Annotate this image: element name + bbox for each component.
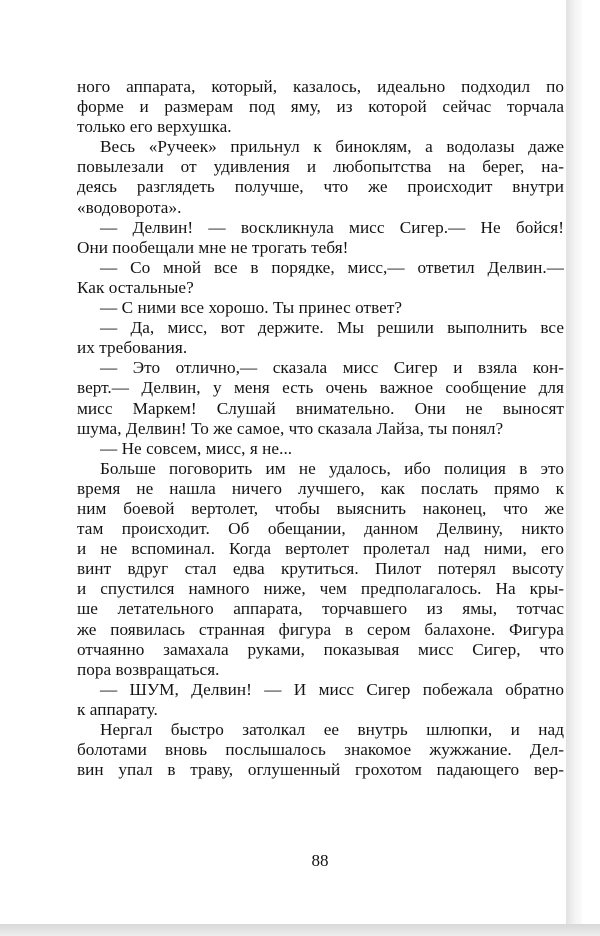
text-line: — Не совсем, мисс, я не... xyxy=(100,438,293,458)
text-line: и не вспоминал. Когда вертолет пролетал над ними, его xyxy=(77,539,564,559)
text-line: ним боевой вертолет, чтобы выяснить наконец, что же xyxy=(77,498,564,518)
paragraph xyxy=(77,137,564,217)
page-number: 88 xyxy=(311,851,329,870)
text-line: же появилась странная фигура в сером балахоне. Фигура xyxy=(77,619,564,639)
text-line: винт вдруг стал едва крутиться. Пилот потерял высоту xyxy=(77,559,564,579)
page-body-text xyxy=(77,77,564,780)
text-line: шума, Делвин! То же самое, что сказала Лайза, ты понял? xyxy=(77,418,504,438)
text-line: — Делвин! — воскликнула мисс Сигер.— Не бойся! xyxy=(100,217,564,237)
text-line: ного аппарата, который, казалось, идеально подходил по xyxy=(77,77,564,96)
text-line: — Да, мисс, вот держите. Мы решили выполнить все xyxy=(100,318,564,338)
text-line: форме и размерам под яму, из которой сейчас торчала xyxy=(77,97,564,117)
paragraph xyxy=(77,318,564,358)
paragraph xyxy=(77,358,564,438)
paragraph xyxy=(77,720,564,780)
paragraph xyxy=(77,258,564,298)
text-line: к аппарату. xyxy=(77,699,158,719)
text-line: вин упал в траву, оглушенный грохотом падающего вер- xyxy=(77,760,564,780)
text-line: Больше поговорить им не удалось, ибо полиция в это xyxy=(100,458,564,478)
text-line: только его верхушка. xyxy=(77,117,232,137)
paragraph xyxy=(77,77,564,137)
text-line: — ШУМ, Делвин! — И мисс Сигер побежала обратно xyxy=(100,679,564,699)
text-line: деясь разглядеть получше, что же происходит внутри xyxy=(77,177,564,197)
text-line: и спустился намного ниже, чем предполагалось. На кры- xyxy=(77,579,564,599)
text-line: Весь «Ручеек» прильнул к биноклям, а водолазы даже xyxy=(100,137,564,157)
paragraph xyxy=(77,439,564,459)
text-line: Нергал быстро затолкал ее внутрь шлюпки, и над xyxy=(100,720,564,739)
text-line: время не нашла ничего лучшего, как послать прямо к xyxy=(77,478,564,498)
text-line: отчаянно замахала руками, показывая мисс Сигер, что xyxy=(77,639,564,659)
paragraph xyxy=(77,298,564,318)
text-line: мисс Маркем! Слушай внимательно. Они не выносят xyxy=(77,398,564,418)
paragraph xyxy=(77,680,564,720)
text-line: Они пообещали мне не трогать тебя! xyxy=(77,237,349,257)
text-line: — Со мной все в порядке, мисс,— ответил Делвин.— xyxy=(100,257,564,277)
text-line: болотами вновь послышалось знакомое жужжание. Дел- xyxy=(77,740,564,760)
text-line: пора возвращаться. xyxy=(77,659,220,679)
text-line: там происходит. Об обещании, данном Делвину, никто xyxy=(77,519,564,539)
text-line: Как остальные? xyxy=(77,277,194,297)
paragraph xyxy=(77,459,564,680)
text-line: «водоворота». xyxy=(77,197,182,217)
scan-bottom-edge xyxy=(0,924,600,936)
text-line: ше летательного аппарата, торчавшего из ямы, тотчас xyxy=(77,599,564,619)
text-line: повылезали от удивления и любопытства на берег, на- xyxy=(77,157,564,177)
text-line: — С ними все хорошо. Ты принес ответ? xyxy=(100,298,403,318)
text-line: верт.— Делвин, у меня есть очень важное сообщение для xyxy=(77,378,564,398)
text-line: — Это отлично,— сказала мисс Сигер и взяла кон- xyxy=(100,358,564,378)
paragraph xyxy=(77,218,564,258)
scan-page-edge xyxy=(566,0,582,925)
text-line: их требования. xyxy=(77,338,188,358)
